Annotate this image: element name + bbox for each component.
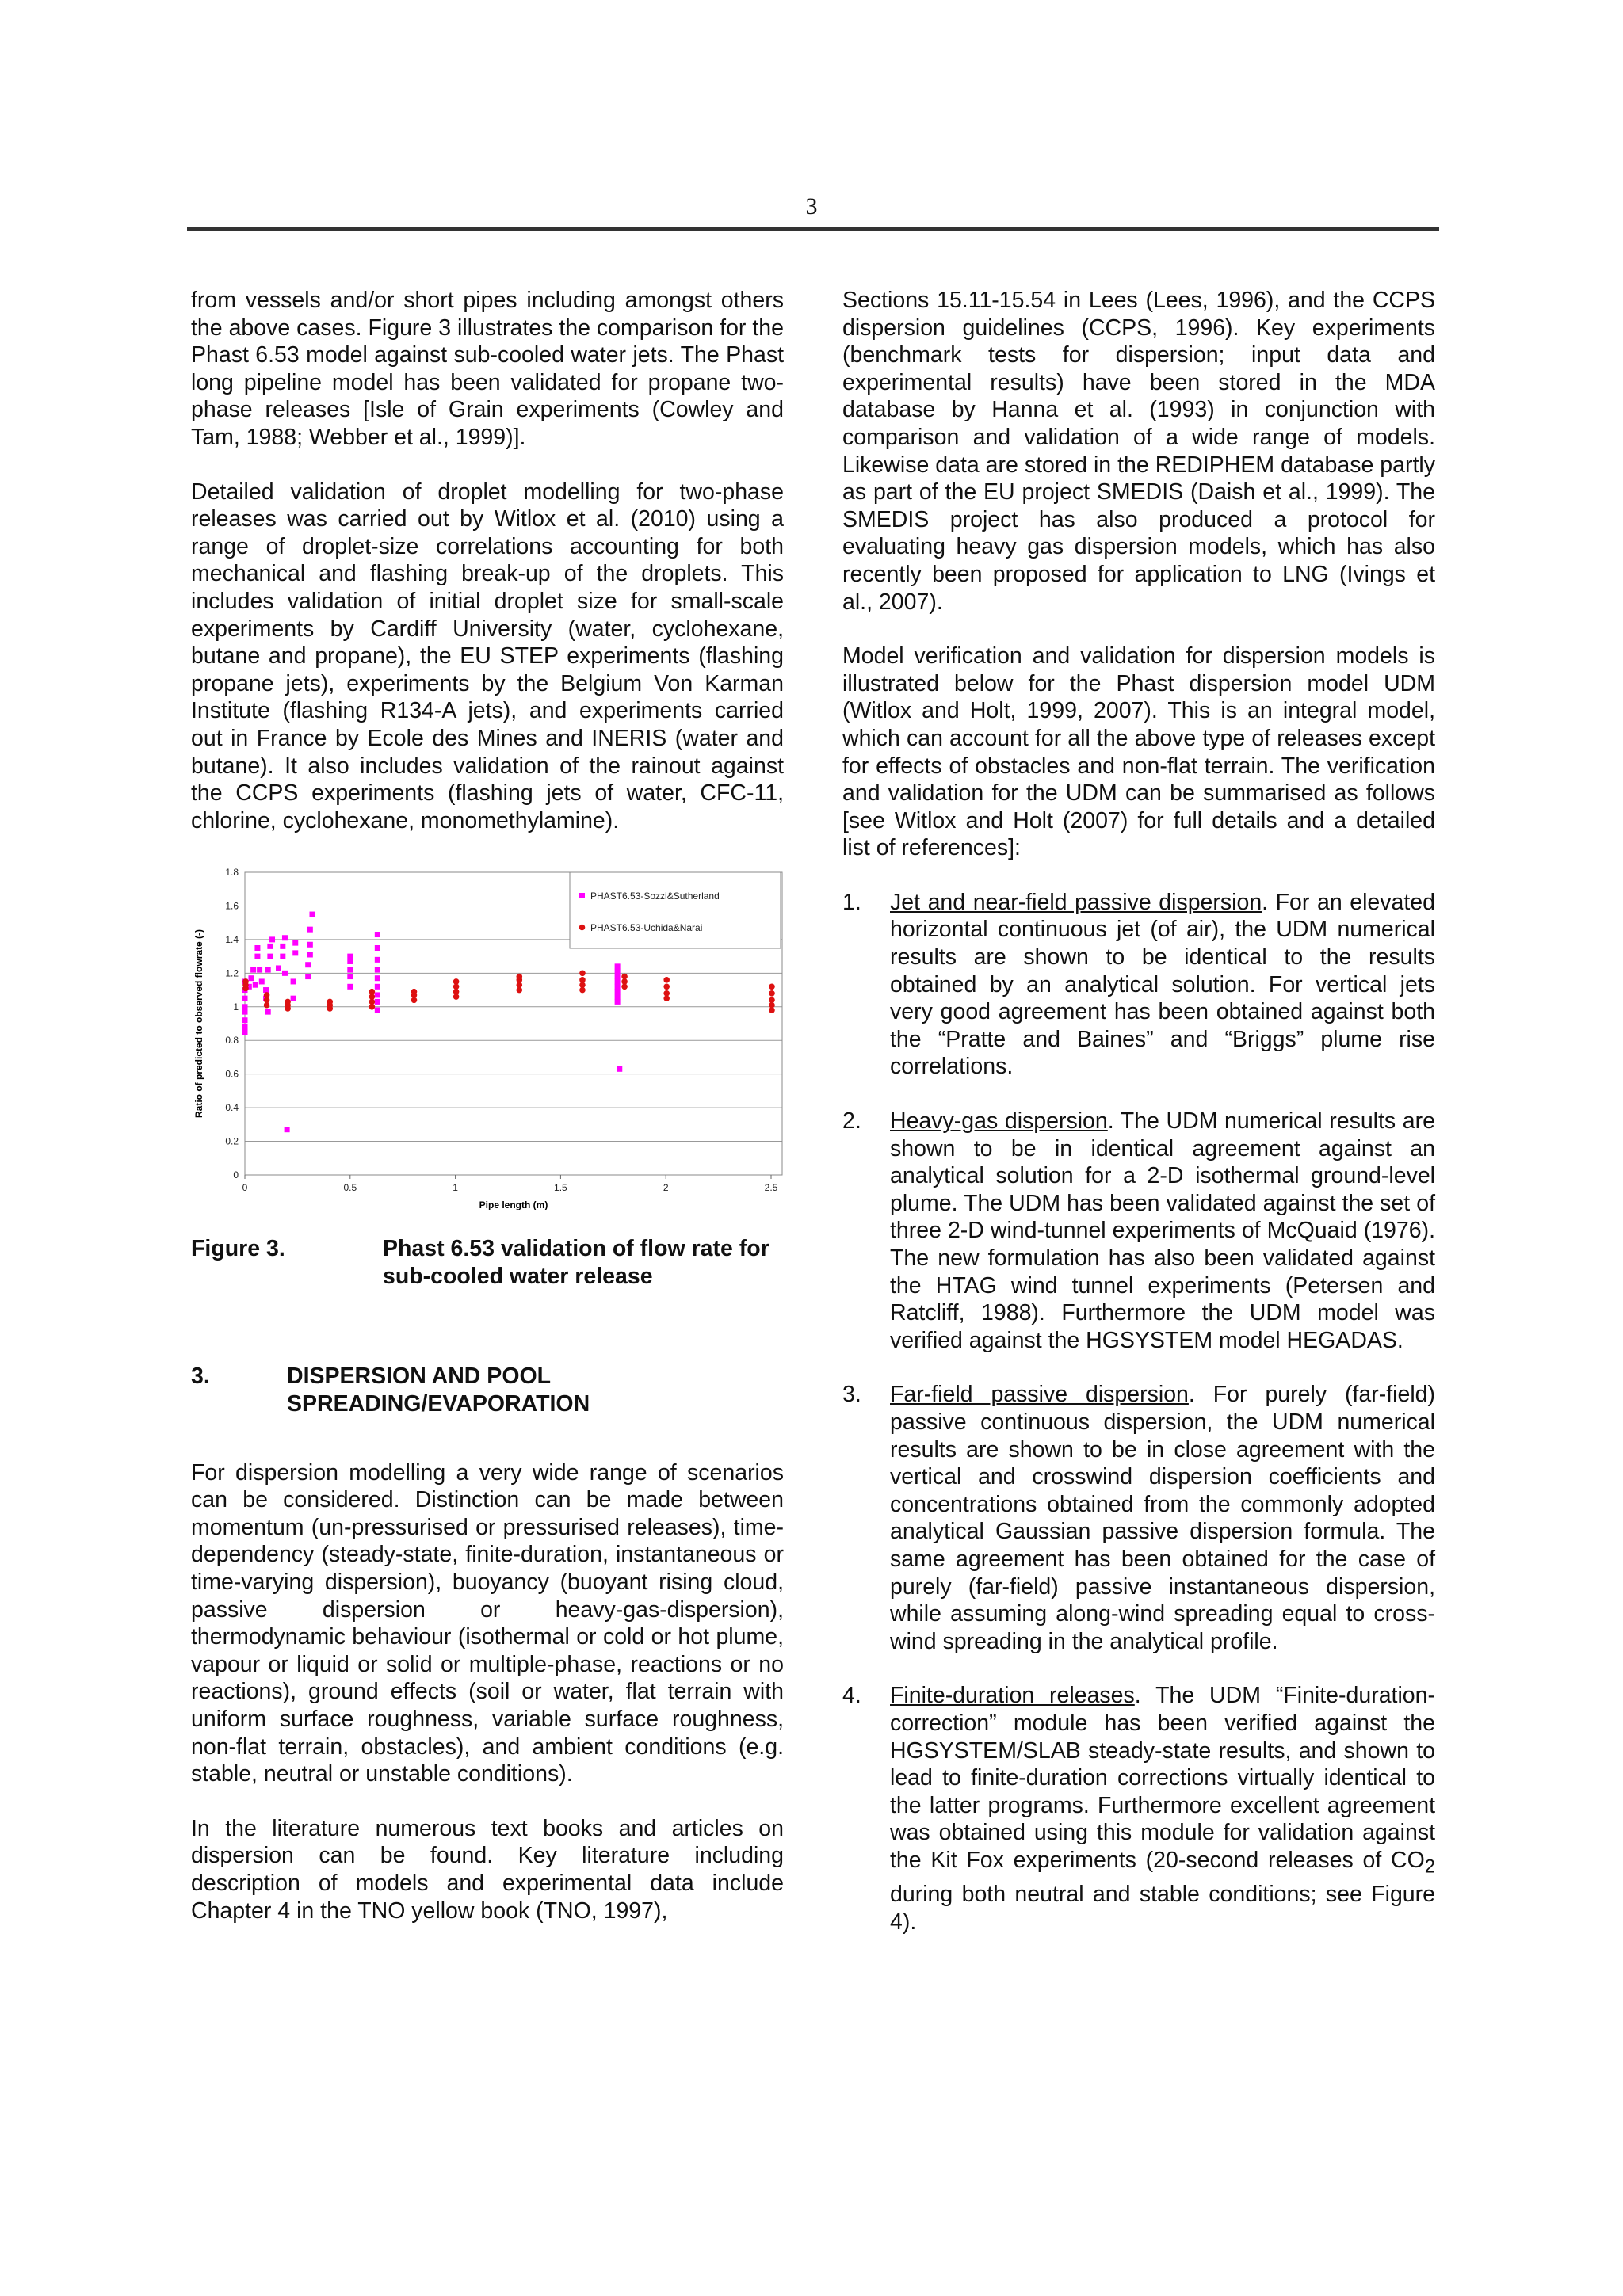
header-rule — [187, 227, 1439, 231]
data-point-sozzi-sutherland — [242, 1018, 248, 1024]
figure-label: Figure 3. — [191, 1236, 285, 1262]
data-point-sozzi-sutherland — [253, 982, 258, 988]
paragraph: Detailed validation of droplet modelling for two-phase releases was carried out by Witlox et al. (2010) using a range of droplet-size correlations accounting for both mechanical and flashing break-up of the droplets. This includes validation of initial droplet size for small-scale experiments by Cardiff University (water, cyclohexane, butane and propane), the EU STEP experiments (flashing propane jets), experiments by the Belgium Von Karman Institute (flashing R134-A jets), and experiments carried out in France by Ecole des Mines and INERIS (water and butane). It also includes validation of the rainout against the CCPS experiments (flashing jets of water, CFC-11, chlorine, cyclohexane, monomethylamine). — [191, 479, 784, 833]
data-point-sozzi-sutherland — [617, 1066, 622, 1072]
data-point-uchida-narai — [579, 971, 586, 977]
data-point-sozzi-sutherland — [267, 954, 273, 959]
list-term: Finite-duration releases — [890, 1683, 1135, 1709]
y-tick-label: 1.2 — [225, 967, 239, 979]
data-point-sozzi-sutherland — [259, 979, 265, 985]
subscript: 2 — [1424, 1855, 1435, 1878]
flowrate-scatter-chart — [191, 861, 784, 1210]
data-point-uchida-narai — [327, 999, 333, 1005]
data-point-sozzi-sutherland — [280, 954, 285, 959]
legend-entry: PHAST6.53-Uchida&Narai — [590, 922, 703, 934]
legend-box — [570, 872, 781, 948]
section-number: 3. — [191, 1363, 210, 1390]
data-point-uchida-narai — [579, 977, 586, 983]
data-point-uchida-narai — [663, 977, 670, 983]
data-point-sozzi-sutherland — [375, 1008, 380, 1013]
list-number: 1. — [842, 889, 861, 915]
data-point-sozzi-sutherland — [347, 984, 353, 990]
x-tick-label: 2.5 — [764, 1182, 778, 1194]
data-point-sozzi-sutherland — [242, 1024, 248, 1030]
data-point-sozzi-sutherland — [257, 967, 262, 973]
data-point-uchida-narai — [285, 999, 291, 1005]
data-point-sozzi-sutherland — [291, 979, 296, 985]
list-item — [842, 1108, 1435, 1354]
paragraph: Sections 15.11-15.54 in Lees (Lees, 1996), and the CCPS dispersion guidelines (CCPS, 1996). Key experiments (benchmark tests for dispersion; input data and experimental results) have been stored in the MDA database by Hanna et al. (1993) in conjunction with comparison and validation of a wide range of models. Likewise data are stored in the REDIPHEM database partly as part of the EU project SMEDIS (Daish et al., 1999). The SMEDIS project has also produced a protocol for evaluating heavy gas dispersion models, which has also recently been proposed for application to LNG (Ivings et al., 2007). — [842, 288, 1435, 615]
y-tick-label: 1.8 — [225, 867, 239, 879]
data-point-sozzi-sutherland — [305, 974, 311, 979]
data-point-sozzi-sutherland — [375, 999, 380, 1005]
data-point-uchida-narai — [264, 992, 270, 998]
data-point-sozzi-sutherland — [242, 1005, 248, 1010]
data-point-uchida-narai — [453, 978, 460, 985]
data-point-sozzi-sutherland — [615, 989, 621, 994]
legend-entry: PHAST6.53-Sozzi&Sutherland — [590, 891, 720, 902]
data-point-sozzi-sutherland — [375, 932, 380, 937]
figure-caption — [191, 1235, 784, 1290]
paragraph: from vessels and/or short pipes including amongst others the above cases. Figure 3 illustrates the comparison for the Phast 6.53 model against sub-cooled water jets. The Phast long pipeline model has been validated for propane two-phase releases [Isle of Grain experiments (Cowley and Tam, 1988; Webber et al., 1999)]. — [191, 288, 784, 450]
x-tick-label: 0.5 — [343, 1182, 357, 1194]
data-point-sozzi-sutherland — [307, 942, 313, 948]
data-point-sozzi-sutherland — [292, 940, 298, 946]
y-tick-label: 0.4 — [225, 1102, 239, 1114]
figure-3 — [191, 861, 784, 1210]
data-point-sozzi-sutherland — [292, 951, 298, 956]
legend-marker — [579, 925, 586, 931]
data-point-sozzi-sutherland — [615, 979, 621, 985]
y-tick-label: 1.4 — [225, 934, 239, 946]
data-point-uchida-narai — [663, 984, 670, 990]
data-point-sozzi-sutherland — [347, 959, 353, 964]
data-point-uchida-narai — [242, 978, 249, 985]
legend-marker — [579, 893, 585, 898]
data-point-sozzi-sutherland — [305, 963, 311, 968]
x-axis-label: Pipe length (m) — [479, 1199, 548, 1211]
data-point-uchida-narai — [769, 990, 775, 997]
data-point-sozzi-sutherland — [285, 1127, 290, 1132]
data-point-sozzi-sutherland — [250, 967, 256, 973]
page-number: 3 — [805, 193, 818, 219]
x-tick-label: 0 — [242, 1182, 248, 1194]
data-point-sozzi-sutherland — [267, 944, 273, 949]
y-tick-label: 1 — [233, 1001, 239, 1013]
data-point-sozzi-sutherland — [375, 945, 380, 951]
list-term: Heavy-gas dispersion — [890, 1108, 1108, 1135]
data-point-sozzi-sutherland — [307, 927, 313, 933]
y-tick-label: 0.2 — [225, 1135, 239, 1147]
data-point-sozzi-sutherland — [242, 996, 248, 1001]
list-item — [842, 889, 1435, 1081]
y-tick-label: 0.8 — [225, 1035, 239, 1047]
data-point-sozzi-sutherland — [242, 1029, 248, 1035]
list-text: . The UDM “Finite-duration-correction” module has been verified against the HGSYSTEM/SLAB steady-state results, and shown to lead to finite-duration corrections virtually identical to the latter programs. Furthermore excellent agreement was obtained using this module for validation against the Kit Fox experiments (20-second releases of CO — [890, 1683, 1435, 1873]
list-item — [842, 1381, 1435, 1655]
paragraph: For dispersion modelling a very wide range of scenarios can be considered. Distinction can be made between momentum (un-pressurised or pressurised releases), time-dependency (steady-state, finite-duration, instantaneous or time-varying dispersion), buoyancy (buoyant rising cloud, passive dispersion or heavy-gas-dispersion), thermodynamic behaviour (isothermal or cold or hot plume, vapour or liquid or solid or multiple-phase, reactions or no reactions), ground effects (soil or water, flat terrain with uniform surface roughness, variable surface roughness, non-flat terrain, obstacles), and ambient conditions (e.g. stable, neutral or unstable conditions). — [191, 1459, 784, 1787]
data-point-sozzi-sutherland — [254, 954, 260, 959]
data-point-uchida-narai — [621, 974, 628, 980]
data-point-uchida-narai — [769, 997, 775, 1004]
data-point-uchida-narai — [411, 989, 418, 995]
data-point-sozzi-sutherland — [615, 964, 621, 970]
data-point-sozzi-sutherland — [242, 1009, 248, 1015]
data-point-sozzi-sutherland — [615, 974, 621, 979]
data-point-sozzi-sutherland — [309, 912, 315, 917]
data-point-sozzi-sutherland — [615, 969, 621, 974]
data-point-uchida-narai — [369, 989, 376, 995]
x-tick-label: 2 — [663, 1182, 669, 1194]
data-point-sozzi-sutherland — [280, 944, 285, 949]
list-text: during both neutral and stable conditions; see Figure 4). — [890, 1882, 1435, 1935]
x-tick-label: 1 — [453, 1182, 458, 1194]
data-point-sozzi-sutherland — [248, 975, 254, 981]
list-number: 4. — [842, 1683, 861, 1709]
section-title: DISPERSION AND POOL SPREADING/EVAPORATION — [287, 1363, 590, 1417]
data-point-sozzi-sutherland — [291, 996, 296, 1001]
data-point-sozzi-sutherland — [347, 974, 353, 979]
paragraph: Model verification and validation for dispersion models is illustrated below for the Phast dispersion model UDM (Witlox and Holt, 1999, 2007). This is an integral model, which can account for all the above type of releases except for effects of obstacles and non-flat terrain. The verification and validation for the UDM can be summarised as follows [see Witlox and Holt (2007) for full details and a detailed list of references]: — [842, 643, 1435, 861]
data-point-sozzi-sutherland — [375, 993, 380, 998]
list-item — [842, 1682, 1435, 1936]
data-point-sozzi-sutherland — [615, 994, 621, 1000]
data-point-sozzi-sutherland — [375, 957, 380, 963]
data-point-sozzi-sutherland — [347, 954, 353, 959]
right-column — [842, 287, 1435, 1962]
data-point-sozzi-sutherland — [375, 967, 380, 973]
data-point-sozzi-sutherland — [282, 936, 288, 941]
data-point-sozzi-sutherland — [269, 937, 275, 943]
list-text: . For an elevated horizontal continuous jet (of air), the UDM numerical results are shown to be identical to the results obtained by an analytical solution. For vertical jets very good agreement has been obtained against both the “Pratte and Baines” and “Briggs” plume rise correlations. — [890, 889, 1435, 1080]
data-point-sozzi-sutherland — [615, 984, 621, 990]
data-point-sozzi-sutherland — [265, 1009, 271, 1015]
x-tick-label: 1.5 — [554, 1182, 567, 1194]
y-axis-label: Ratio of predicted to observed flowrate (-) — [193, 929, 204, 1119]
data-point-sozzi-sutherland — [254, 945, 260, 951]
data-point-sozzi-sutherland — [263, 987, 269, 993]
y-tick-label: 0 — [233, 1169, 239, 1181]
data-point-sozzi-sutherland — [347, 967, 353, 973]
data-point-sozzi-sutherland — [375, 984, 380, 990]
data-point-sozzi-sutherland — [276, 966, 281, 971]
list-term: Jet and near-field passive dispersion — [890, 889, 1262, 915]
data-point-sozzi-sutherland — [282, 971, 288, 976]
data-point-sozzi-sutherland — [307, 952, 313, 958]
list-text: . For purely (far-field) passive continuous dispersion, the UDM numerical results are shown to be in close agreement with the vertical and crosswind dispersion coefficients and concentrations obtained from the commonly adopted analytical Gaussian passive dispersion formula. The same agreement has been obtained for the case of purely (far-field) passive instantaneous dispersion, while assuming along-wind spreading equal to cross-wind spreading in the analytical profile. — [890, 1382, 1436, 1654]
data-point-sozzi-sutherland — [265, 967, 271, 973]
validation-list — [842, 889, 1435, 1936]
left-column — [191, 287, 784, 1951]
list-text: . The UDM numerical results are shown to be in identical agreement against an analytical solution for a 2-D isothermal ground-level plume. The UDM has been validated against the set of three 2-D wind-tunnel experiments of McQuaid (1976). The new formulation has also been validated against the HTAG wind tunnel experiments (Petersen and Ratcliff, 1988). Furthermore the UDM model was verified against the HGSYSTEM model HEGADAS. — [890, 1108, 1435, 1353]
figure-caption-text: Phast 6.53 validation of flow rate for sub-cooled water release — [383, 1236, 769, 1289]
list-number: 2. — [842, 1108, 861, 1135]
section-heading — [191, 1363, 784, 1417]
data-point-uchida-narai — [516, 974, 522, 980]
data-point-uchida-narai — [663, 990, 670, 997]
data-point-uchida-narai — [769, 984, 775, 990]
data-point-sozzi-sutherland — [375, 975, 380, 981]
paragraph: In the literature numerous text books and articles on dispersion can be found. Key literature including description of models and experimental data include Chapter 4 in the TNO yellow book (TNO, 1997), — [191, 1815, 784, 1924]
y-tick-label: 1.6 — [225, 900, 239, 912]
list-number: 3. — [842, 1382, 861, 1408]
chart-legend — [570, 872, 781, 948]
list-term: Far-field passive dispersion — [890, 1382, 1189, 1408]
y-tick-label: 0.6 — [225, 1068, 239, 1080]
data-point-sozzi-sutherland — [615, 999, 621, 1005]
